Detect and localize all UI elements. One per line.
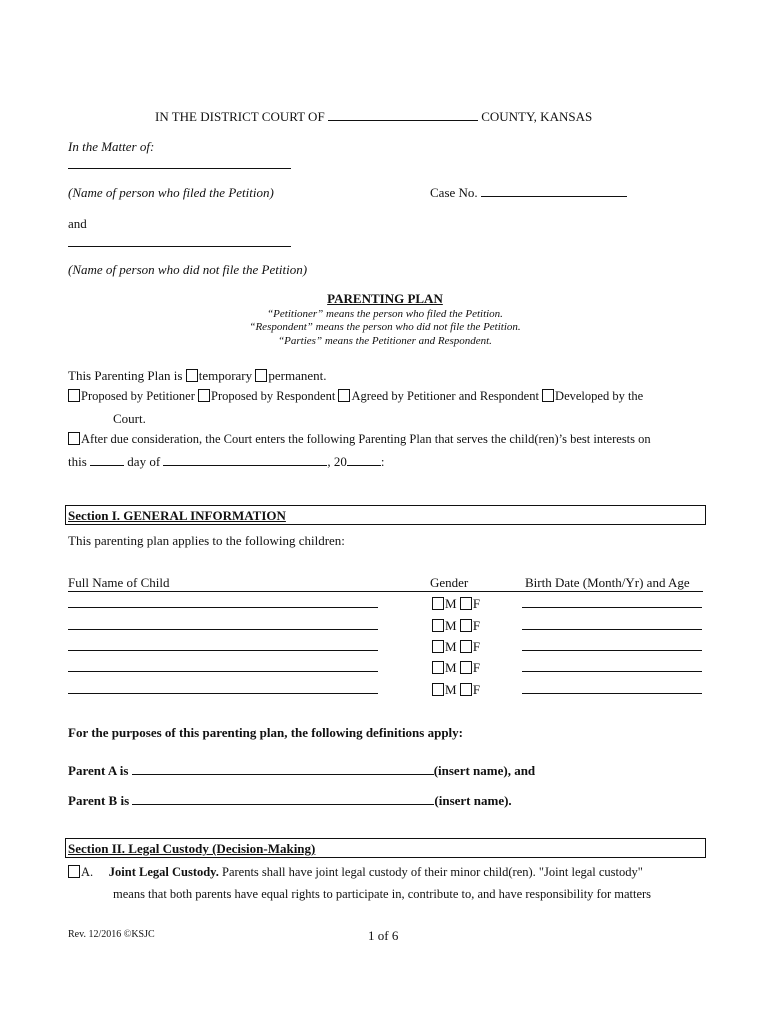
female-checkbox[interactable] — [460, 640, 472, 653]
definitions-intro: For the purposes of this parenting plan, the following definitions apply: — [68, 725, 463, 740]
parent-b-row — [68, 793, 512, 809]
gender-options — [432, 682, 480, 698]
child-name-field[interactable] — [68, 660, 378, 672]
female-checkbox[interactable] — [460, 661, 472, 674]
parent-b-suffix: (insert name). — [434, 793, 512, 808]
female-label: F — [472, 660, 481, 675]
month-field[interactable] — [163, 454, 327, 466]
agreed-checkbox[interactable] — [338, 389, 350, 402]
proposed-by-petitioner-label: Proposed by Petitioner — [81, 389, 195, 403]
year-prefix: , 20 — [327, 454, 347, 469]
joint-custody-text: Parents shall have joint legal custody of their minor child(ren). "Joint legal custody" — [222, 865, 643, 879]
gender-options — [432, 660, 480, 676]
parent-a-row — [68, 763, 535, 779]
section-2-header — [65, 838, 706, 858]
proposal-row — [68, 389, 643, 404]
male-label: M — [445, 639, 457, 654]
col-birth-label: Birth Date (Month/Yr) and Age — [525, 575, 690, 590]
male-label: M — [445, 682, 457, 697]
in-matter-of: In the Matter of: — [68, 139, 155, 154]
col-gender-label: Gender — [430, 575, 469, 590]
definition-parties: “Parties” means the Petitioner and Respondent. — [278, 335, 492, 347]
developed-by-court-label: Developed by the — [555, 389, 644, 403]
child-name-field[interactable] — [68, 682, 378, 694]
this-label: this — [68, 454, 87, 469]
male-checkbox[interactable] — [432, 683, 444, 696]
section-1-header — [65, 505, 706, 525]
petitioner-name-field[interactable] — [68, 168, 291, 169]
column-header-name — [68, 575, 430, 592]
male-checkbox[interactable] — [432, 597, 444, 610]
female-label: F — [472, 596, 481, 611]
section-1-title: Section I. GENERAL INFORMATION — [68, 508, 286, 523]
temporary-label: temporary — [198, 368, 253, 383]
birth-date-field[interactable] — [522, 639, 702, 651]
revision-footer: Rev. 12/2016 ©KSJC — [68, 929, 155, 940]
day-of-label: day of — [127, 454, 161, 469]
court-entry-date — [68, 454, 385, 470]
birth-date-field[interactable] — [522, 660, 702, 672]
female-label: F — [472, 639, 481, 654]
and-label: and — [68, 216, 87, 231]
joint-custody-heading: Joint Legal Custody. — [108, 865, 219, 879]
respondent-name-field[interactable] — [68, 246, 291, 247]
parent-b-prefix: Parent B is — [68, 793, 130, 808]
male-checkbox[interactable] — [432, 640, 444, 653]
proposed-by-petitioner-checkbox[interactable] — [68, 389, 80, 402]
definition-petitioner: “Petitioner” means the person who filed the Petition. — [267, 308, 503, 320]
parent-a-suffix: (insert name), and — [433, 763, 536, 778]
permanent-label: permanent. — [268, 368, 327, 383]
child-name-field[interactable] — [68, 639, 378, 651]
gender-options — [432, 596, 480, 612]
date-colon: : — [380, 454, 385, 469]
gender-options — [432, 639, 480, 655]
female-checkbox[interactable] — [460, 683, 472, 696]
male-label: M — [445, 660, 457, 675]
parent-a-name-field[interactable] — [132, 763, 434, 775]
developed-court-continued: Court. — [113, 411, 146, 426]
male-label: M — [445, 596, 457, 611]
column-header-gender — [430, 575, 525, 592]
agreed-label: Agreed by Petitioner and Respondent — [351, 389, 539, 403]
section-2-title: Section II. Legal Custody (Decision-Making) — [68, 841, 316, 856]
county-field[interactable] — [328, 109, 478, 121]
male-checkbox[interactable] — [432, 619, 444, 632]
temporary-checkbox[interactable] — [186, 369, 198, 382]
joint-custody-checkbox[interactable] — [68, 865, 80, 878]
female-label: F — [472, 618, 481, 633]
parent-b-name-field[interactable] — [132, 793, 434, 805]
birth-date-field[interactable] — [522, 682, 702, 694]
joint-custody-text-continued: means that both parents have equal rights to participate in, contribute to, and have responsibility for matters — [113, 887, 652, 901]
court-header — [155, 109, 592, 125]
child-name-field[interactable] — [68, 596, 378, 608]
birth-date-field[interactable] — [522, 618, 702, 630]
case-number — [430, 185, 627, 201]
proposed-by-respondent-checkbox[interactable] — [198, 389, 210, 402]
male-label: M — [445, 618, 457, 633]
female-checkbox[interactable] — [460, 619, 472, 632]
proposed-by-respondent-label: Proposed by Respondent — [211, 389, 336, 403]
female-checkbox[interactable] — [460, 597, 472, 610]
child-name-field[interactable] — [68, 618, 378, 630]
joint-custody-row — [68, 865, 643, 880]
col-name-label: Full Name of Child — [68, 575, 170, 590]
day-field[interactable] — [90, 454, 124, 466]
case-number-field[interactable] — [481, 185, 627, 197]
plan-type-intro: This Parenting Plan is — [68, 368, 183, 383]
definition-respondent: “Respondent” means the person who did not file the Petition. — [249, 321, 521, 333]
court-entry-row — [68, 432, 651, 447]
developed-by-court-checkbox[interactable] — [542, 389, 554, 402]
page-number: 1 of 6 — [368, 928, 399, 943]
court-entry-checkbox[interactable] — [68, 432, 80, 445]
plan-type-row — [68, 368, 327, 384]
case-no-label: Case No. — [430, 185, 478, 200]
document-title: PARENTING PLAN — [327, 291, 443, 306]
male-checkbox[interactable] — [432, 661, 444, 674]
birth-date-field[interactable] — [522, 596, 702, 608]
female-label: F — [472, 682, 481, 697]
gender-options — [432, 618, 480, 634]
court-prefix: IN THE DISTRICT COURT OF — [155, 109, 325, 124]
court-suffix: COUNTY, KANSAS — [481, 109, 593, 124]
year-field[interactable] — [347, 454, 381, 466]
item-letter: A. — [81, 865, 94, 879]
permanent-checkbox[interactable] — [255, 369, 267, 382]
parent-a-prefix: Parent A is — [68, 763, 129, 778]
column-header-birth — [525, 575, 703, 592]
court-entry-text: After due consideration, the Court enters the following Parenting Plan that serves the child(ren)’s best interests on — [81, 432, 651, 446]
petitioner-caption: (Name of person who filed the Petition) — [68, 185, 274, 200]
respondent-caption: (Name of person who did not file the Petition) — [68, 262, 308, 277]
children-intro: This parenting plan applies to the following children: — [68, 533, 345, 548]
